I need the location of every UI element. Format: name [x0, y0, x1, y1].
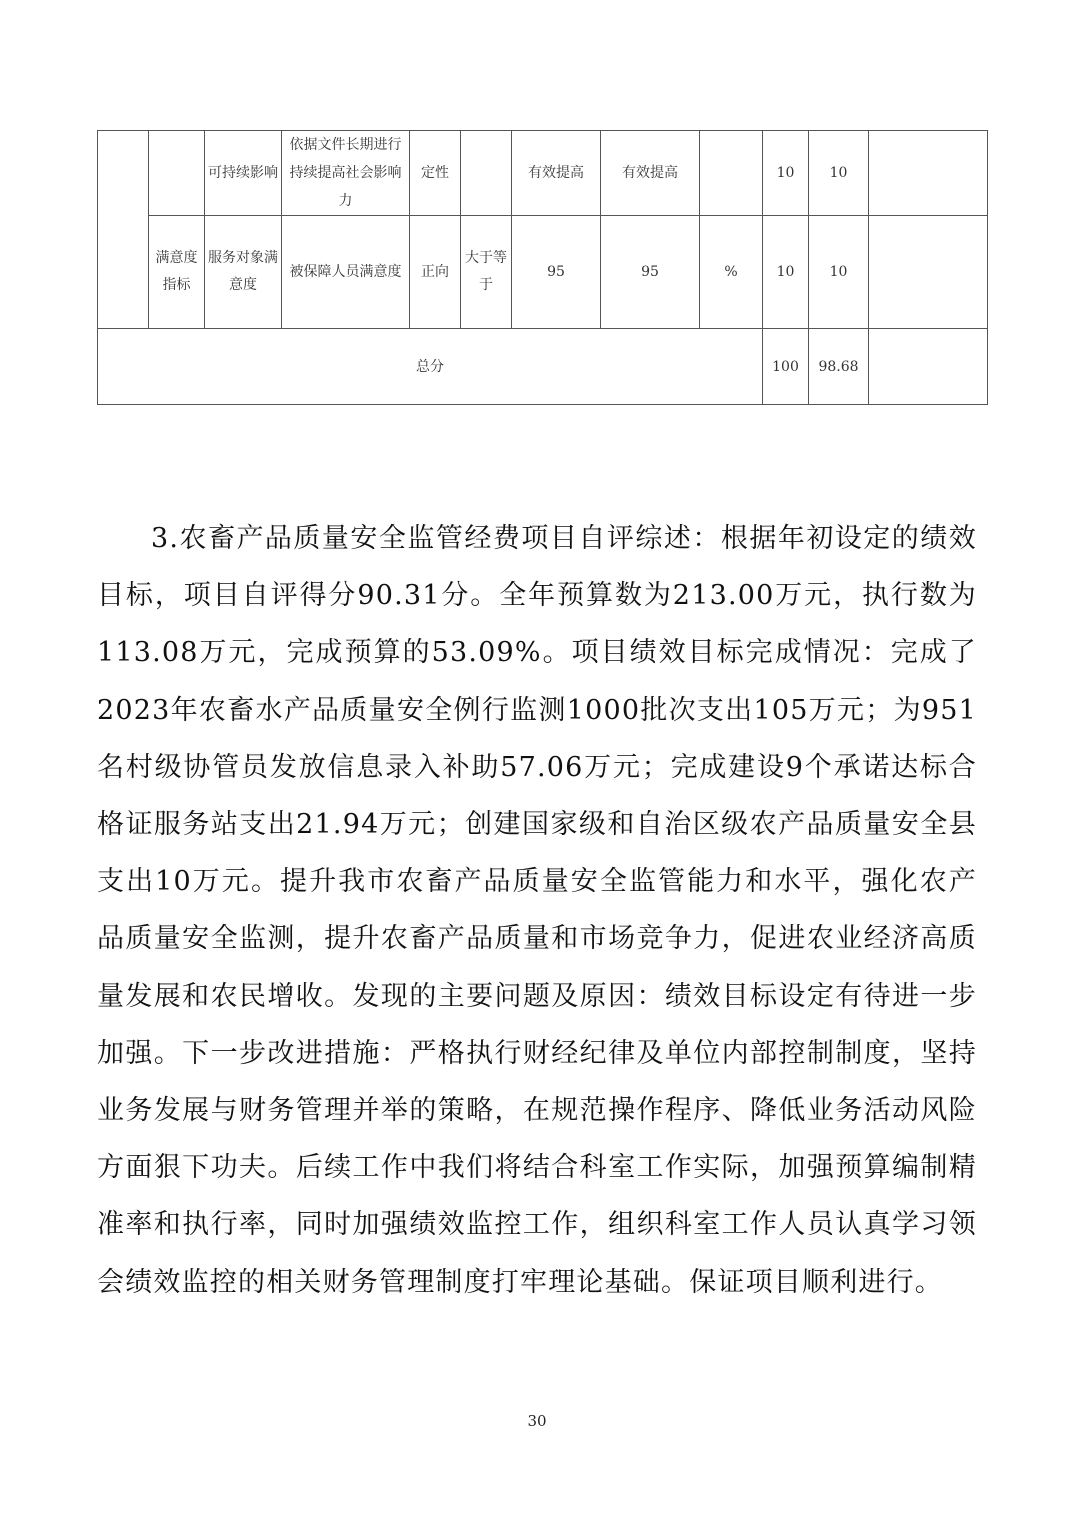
operator-cell	[461, 216, 512, 329]
target-value-cell: 95	[512, 216, 601, 329]
category-cell	[149, 131, 205, 216]
total-row	[98, 329, 988, 405]
tertiary-indicator-text: 被保障人员满意度	[289, 264, 402, 280]
category-text: 满意度指标	[155, 250, 198, 293]
remark-cell	[869, 216, 988, 329]
operator-cell	[461, 131, 512, 216]
category-cell	[149, 216, 205, 329]
operator-text: 大于等于	[465, 250, 507, 293]
total-remark-cell	[869, 329, 988, 405]
primary-indicator-cell	[98, 131, 149, 329]
total-label-cell: 总分	[98, 329, 763, 405]
actual-value-cell: 有效提高	[601, 131, 700, 216]
weight-cell: 10	[763, 216, 809, 329]
tertiary-indicator-cell	[282, 216, 410, 329]
secondary-indicator-text: 可持续影响	[208, 165, 278, 181]
table-row	[98, 216, 988, 329]
nature-cell	[410, 216, 461, 329]
secondary-indicator-cell	[205, 216, 282, 329]
secondary-indicator-cell	[205, 131, 282, 216]
nature-text: 正向	[421, 264, 449, 280]
target-value-cell: 有效提高	[512, 131, 601, 216]
total-weight-cell: 100	[763, 329, 809, 405]
secondary-indicator-text: 服务对象满意度	[208, 250, 278, 293]
performance-table	[97, 130, 988, 405]
nature-text: 定性	[421, 165, 449, 181]
remark-cell	[869, 131, 988, 216]
nature-cell	[410, 131, 461, 216]
score-cell: 10	[809, 131, 869, 216]
table-row	[98, 131, 988, 216]
page-number: 30	[527, 1412, 547, 1430]
actual-value-cell: 95	[601, 216, 700, 329]
tertiary-indicator-text: 依据文件长期进行持续提高社会影响力	[289, 137, 402, 209]
total-score-cell: 98.68	[809, 329, 869, 405]
unit-cell: %	[700, 216, 763, 329]
tertiary-indicator-cell	[282, 131, 410, 216]
weight-cell: 10	[763, 131, 809, 216]
project-summary-paragraph: 3.农畜产品质量安全监管经费项目自评综述：根据年初设定的绩效目标，项目自评得分90.31分。全年预算数为213.00万元，执行数为113.08万元，完成预算的53.09%。项目绩效目标完成情况：完成了2023年农畜水产品质量安全例行监测1000批次支出105万元；为951名村级协管员发放信息录入补助57.06万元；完成建设9个承诺达标合格证服务站支出21.94万元；创建国家级和自治区级农产品质量安全县支出10万元。提升我市农畜产品质量安全监管能力和水平，强化农产品质量安全监测，提升农畜产品质量和市场竞争力，促进农业经济高质量发展和农民增收。发现的主要问题及原因：绩效目标设定有待进一步加强。下一步改进措施：严格执行财经纪律及单位内部控制制度，坚持业务发展与财务管理并举的策略，在规范操作程序、降低业务活动风险方面狠下功夫。后续工作中我们将结合科室工作实际，加强预算编制精准率和执行率，同时加强绩效监控工作，组织科室工作人员认真学习领会绩效监控的相关财务管理制度打牢理论基础。保证项目顺利进行。	[97, 523, 977, 1298]
score-cell: 10	[809, 216, 869, 329]
unit-cell	[700, 131, 763, 216]
